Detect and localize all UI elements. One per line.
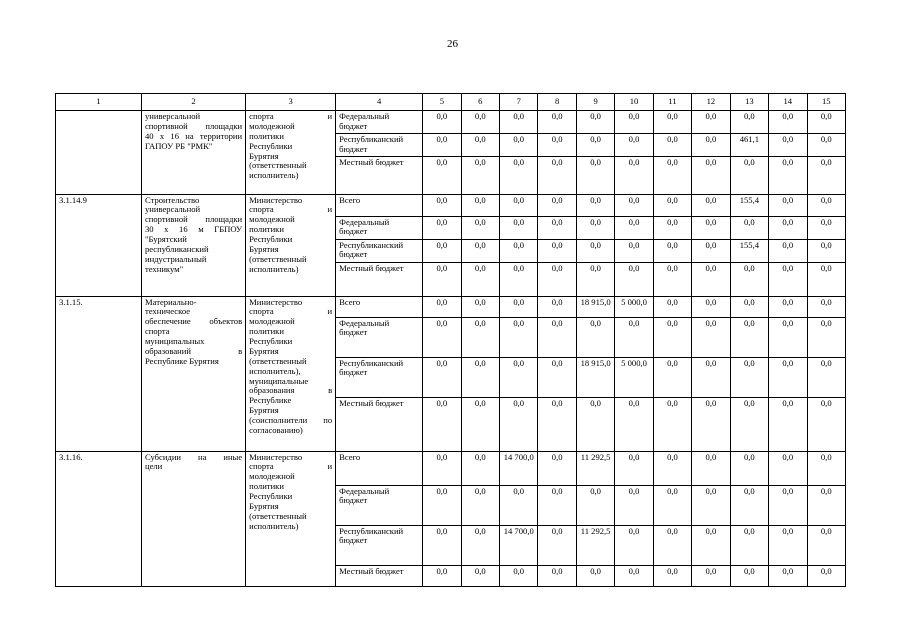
event-name-line: муниципальных — [144, 336, 205, 346]
amount-cell: 0,0 — [807, 111, 845, 134]
executor-line: исполнитель) — [249, 263, 299, 274]
table-row — [56, 296, 846, 317]
amount-cell: 0,0 — [692, 111, 730, 134]
amount-cell: 0,0 — [692, 262, 730, 296]
event-name-line: спортивной площадки — [144, 214, 243, 225]
amount-cell: 0,0 — [538, 194, 576, 216]
amount-cell: 11 292,5 — [576, 451, 614, 485]
amount-cell: 0,0 — [769, 216, 807, 239]
amount-cell: 0,0 — [769, 296, 807, 317]
executor-line: Бурятия — [249, 345, 279, 356]
amount-cell: 0,0 — [653, 525, 691, 565]
amount-cell: 0,0 — [423, 451, 461, 485]
amount-cell: 0,0 — [461, 451, 499, 485]
amount-cell: 0,0 — [538, 239, 576, 262]
event-name-line: 30 х 16 м ГБПОУ — [144, 224, 243, 235]
event-name-line: обеспечение объектов — [144, 316, 243, 327]
amount-cell: 0,0 — [576, 317, 614, 357]
event-code — [56, 111, 142, 195]
amount-cell: 0,0 — [653, 397, 691, 451]
amount-cell: 0,0 — [500, 317, 538, 357]
budget-table — [55, 93, 846, 587]
amount-cell: 0,0 — [730, 565, 768, 586]
amount-cell: 0,0 — [769, 397, 807, 451]
funding-source: Местный бюджет — [336, 262, 423, 296]
amount-cell: 0,0 — [615, 317, 653, 357]
amount-cell: 0,0 — [807, 296, 845, 317]
executor-line: (соисполнители по — [249, 415, 333, 425]
column-header: 15 — [807, 94, 845, 111]
amount-cell: 0,0 — [461, 397, 499, 451]
amount-cell: 0,0 — [615, 565, 653, 586]
amount-cell: 0,0 — [423, 485, 461, 525]
amount-cell: 0,0 — [423, 239, 461, 262]
amount-cell: 0,0 — [692, 397, 730, 451]
event-name — [141, 296, 245, 451]
amount-cell: 0,0 — [423, 156, 461, 194]
amount-cell: 0,0 — [730, 317, 768, 357]
amount-cell: 0,0 — [615, 239, 653, 262]
executor-line: исполнитель) — [249, 520, 299, 531]
amount-cell: 0,0 — [730, 525, 768, 565]
amount-cell: 0,0 — [576, 239, 614, 262]
amount-cell: 0,0 — [653, 357, 691, 397]
amount-cell: 0,0 — [423, 565, 461, 586]
amount-cell: 0,0 — [576, 194, 614, 216]
funding-source: Местный бюджет — [336, 156, 423, 194]
event-name-line: универсальной — [144, 111, 201, 121]
column-header: 2 — [141, 94, 245, 111]
amount-cell: 0,0 — [769, 156, 807, 194]
table-row — [56, 451, 846, 485]
amount-cell: 0,0 — [461, 485, 499, 525]
amount-cell: 0,0 — [538, 133, 576, 156]
executor — [246, 111, 336, 195]
amount-cell: 0,0 — [730, 357, 768, 397]
column-header: 1 — [56, 94, 142, 111]
executor-line: (ответственный — [249, 510, 307, 521]
amount-cell: 0,0 — [730, 451, 768, 485]
funding-source: Федеральный бюджет — [336, 111, 423, 134]
amount-cell: 5 000,0 — [615, 296, 653, 317]
executor-line: Республики — [249, 491, 293, 501]
amount-cell: 0,0 — [730, 485, 768, 525]
amount-cell: 0,0 — [423, 397, 461, 451]
amount-cell: 155,4 — [730, 239, 768, 262]
executor-line: политики — [249, 224, 284, 235]
amount-cell: 0,0 — [692, 133, 730, 156]
amount-cell: 0,0 — [769, 485, 807, 525]
event-name-line: Республике Бурятия — [144, 355, 219, 366]
executor-line: спорта и — [249, 306, 333, 317]
executor-line: Республики — [249, 234, 293, 244]
event-name — [141, 451, 245, 586]
amount-cell: 0,0 — [769, 565, 807, 586]
amount-cell: 0,0 — [423, 216, 461, 239]
amount-cell: 0,0 — [769, 317, 807, 357]
amount-cell: 0,0 — [692, 525, 730, 565]
amount-cell: 0,0 — [461, 239, 499, 262]
amount-cell: 0,0 — [615, 485, 653, 525]
amount-cell: 0,0 — [423, 111, 461, 134]
amount-cell: 0,0 — [576, 111, 614, 134]
amount-cell: 0,0 — [576, 485, 614, 525]
amount-cell: 0,0 — [807, 357, 845, 397]
executor-line: (ответственный — [249, 253, 307, 264]
amount-cell: 0,0 — [769, 194, 807, 216]
amount-cell: 0,0 — [538, 216, 576, 239]
amount-cell: 0,0 — [769, 133, 807, 156]
amount-cell: 0,0 — [576, 156, 614, 194]
amount-cell: 0,0 — [807, 133, 845, 156]
amount-cell: 0,0 — [576, 565, 614, 586]
amount-cell: 0,0 — [730, 111, 768, 134]
column-header: 10 — [615, 94, 653, 111]
executor-line: Бурятия — [249, 500, 279, 511]
amount-cell: 0,0 — [423, 357, 461, 397]
amount-cell: 18 915,0 — [576, 296, 614, 317]
amount-cell: 0,0 — [615, 262, 653, 296]
event-name — [141, 194, 245, 296]
amount-cell: 0,0 — [769, 262, 807, 296]
event-name-line: образований в — [144, 345, 243, 356]
amount-cell: 0,0 — [692, 451, 730, 485]
executor-line: спорта и — [249, 111, 333, 121]
executor-line: Бурятия — [249, 243, 279, 254]
amount-cell: 0,0 — [538, 262, 576, 296]
amount-cell: 0,0 — [730, 216, 768, 239]
executor-line: молодежной — [249, 214, 295, 225]
funding-source: Федеральный бюджет — [336, 485, 423, 525]
event-name-line: цели — [144, 461, 163, 472]
funding-source: Республиканский бюджет — [336, 133, 423, 156]
amount-cell: 0,0 — [461, 194, 499, 216]
header-row — [56, 94, 846, 111]
amount-cell: 0,0 — [576, 133, 614, 156]
event-name-line: спорта — [144, 326, 170, 337]
amount-cell: 0,0 — [807, 156, 845, 194]
executor-line: Республики — [249, 336, 293, 346]
amount-cell: 0,0 — [538, 357, 576, 397]
amount-cell: 0,0 — [769, 239, 807, 262]
column-header: 14 — [769, 94, 807, 111]
amount-cell: 0,0 — [769, 525, 807, 565]
amount-cell: 11 292,5 — [576, 525, 614, 565]
amount-cell: 0,0 — [807, 485, 845, 525]
executor-line: спорта и — [249, 204, 333, 215]
amount-cell: 0,0 — [692, 239, 730, 262]
amount-cell: 0,0 — [538, 296, 576, 317]
executor-line: исполнитель), — [249, 365, 301, 376]
event-name-line: республиканский — [144, 243, 209, 254]
event-name-line: Строительство — [144, 194, 200, 205]
amount-cell: 0,0 — [615, 397, 653, 451]
event-name-line: "Бурятский — [144, 234, 187, 244]
column-header: 6 — [461, 94, 499, 111]
amount-cell: 0,0 — [769, 111, 807, 134]
amount-cell: 0,0 — [576, 262, 614, 296]
amount-cell: 0,0 — [807, 194, 845, 216]
amount-cell: 0,0 — [576, 216, 614, 239]
amount-cell: 0,0 — [538, 111, 576, 134]
amount-cell: 0,0 — [807, 239, 845, 262]
funding-source: Республиканский бюджет — [336, 239, 423, 262]
amount-cell: 18 915,0 — [576, 357, 614, 397]
executor-line: Республике — [249, 395, 292, 406]
table-row — [56, 111, 846, 134]
event-name-line: ГАПОУ РБ "РМК" — [144, 140, 213, 151]
amount-cell: 0,0 — [461, 296, 499, 317]
amount-cell: 0,0 — [807, 565, 845, 586]
executor-line: (ответственный — [249, 355, 307, 366]
amount-cell: 0,0 — [653, 451, 691, 485]
amount-cell: 0,0 — [692, 216, 730, 239]
amount-cell: 0,0 — [538, 397, 576, 451]
amount-cell: 0,0 — [538, 485, 576, 525]
amount-cell: 0,0 — [730, 296, 768, 317]
amount-cell: 0,0 — [500, 239, 538, 262]
amount-cell: 0,0 — [461, 565, 499, 586]
executor-line: политики — [249, 481, 284, 492]
column-header: 4 — [336, 94, 423, 111]
funding-source: Федеральный бюджет — [336, 216, 423, 239]
amount-cell: 0,0 — [500, 485, 538, 525]
amount-cell: 0,0 — [615, 111, 653, 134]
executor — [246, 451, 336, 586]
amount-cell: 0,0 — [423, 296, 461, 317]
amount-cell: 5 000,0 — [615, 357, 653, 397]
executor-line: образования в — [249, 385, 333, 396]
page-number: 26 — [447, 38, 458, 50]
amount-cell: 0,0 — [538, 525, 576, 565]
amount-cell: 0,0 — [807, 317, 845, 357]
amount-cell: 0,0 — [807, 262, 845, 296]
amount-cell: 0,0 — [615, 216, 653, 239]
funding-source: Республиканский бюджет — [336, 525, 423, 565]
column-header: 3 — [246, 94, 336, 111]
amount-cell: 0,0 — [538, 451, 576, 485]
amount-cell: 0,0 — [423, 262, 461, 296]
column-header: 5 — [423, 94, 461, 111]
event-name-line: спортивной площадки — [144, 120, 243, 131]
amount-cell: 0,0 — [692, 317, 730, 357]
executor-line: молодежной — [249, 471, 295, 482]
executor-line: муниципальные — [249, 375, 309, 386]
amount-cell: 0,0 — [653, 565, 691, 586]
amount-cell: 0,0 — [692, 565, 730, 586]
amount-cell: 0,0 — [423, 317, 461, 357]
amount-cell: 0,0 — [500, 133, 538, 156]
amount-cell: 0,0 — [500, 194, 538, 216]
column-header: 11 — [653, 94, 691, 111]
amount-cell: 0,0 — [653, 296, 691, 317]
amount-cell: 0,0 — [461, 262, 499, 296]
amount-cell: 0,0 — [730, 397, 768, 451]
amount-cell: 0,0 — [807, 525, 845, 565]
executor-line: Министерство — [249, 451, 303, 462]
executor-line: согласованию) — [249, 424, 303, 435]
event-name-line: 40 х 16 на территории — [144, 130, 243, 141]
amount-cell: 0,0 — [692, 156, 730, 194]
executor-line: политики — [249, 130, 284, 141]
event-name-line: универсальной — [144, 204, 201, 215]
amount-cell: 0,0 — [653, 262, 691, 296]
executor-line: молодежной — [249, 120, 295, 131]
funding-source: Всего — [336, 296, 423, 317]
amount-cell: 0,0 — [653, 194, 691, 216]
executor-line: Бурятия — [249, 150, 279, 161]
amount-cell: 0,0 — [576, 397, 614, 451]
amount-cell: 0,0 — [461, 156, 499, 194]
table-row — [56, 194, 846, 216]
amount-cell: 0,0 — [500, 357, 538, 397]
amount-cell: 0,0 — [423, 133, 461, 156]
amount-cell: 0,0 — [692, 194, 730, 216]
column-header: 7 — [500, 94, 538, 111]
amount-cell: 155,4 — [730, 194, 768, 216]
amount-cell: 0,0 — [807, 451, 845, 485]
executor — [246, 296, 336, 451]
amount-cell: 0,0 — [615, 451, 653, 485]
executor-line: молодежной — [249, 316, 295, 327]
event-name-line: индустриальный — [144, 253, 207, 264]
executor-line: спорта и — [249, 461, 333, 472]
amount-cell: 0,0 — [653, 239, 691, 262]
amount-cell: 0,0 — [461, 133, 499, 156]
event-name-line: Субсидии на иные — [144, 451, 243, 462]
amount-cell: 0,0 — [615, 525, 653, 565]
amount-cell: 0,0 — [769, 451, 807, 485]
amount-cell: 461,1 — [730, 133, 768, 156]
amount-cell: 0,0 — [423, 525, 461, 565]
executor-line: (ответственный — [249, 160, 307, 171]
funding-source: Федеральный бюджет — [336, 317, 423, 357]
funding-source: Местный бюджет — [336, 565, 423, 586]
amount-cell: 0,0 — [461, 317, 499, 357]
amount-cell: 0,0 — [653, 156, 691, 194]
event-name — [141, 111, 245, 195]
executor-line: Республики — [249, 140, 293, 151]
amount-cell: 0,0 — [769, 357, 807, 397]
funding-source: Республиканский бюджет — [336, 357, 423, 397]
amount-cell: 0,0 — [730, 262, 768, 296]
amount-cell: 0,0 — [615, 156, 653, 194]
column-header: 9 — [576, 94, 614, 111]
event-name-line: Материально- — [144, 296, 197, 307]
amount-cell: 0,0 — [500, 111, 538, 134]
amount-cell: 0,0 — [461, 525, 499, 565]
executor-line: Бурятия — [249, 405, 279, 416]
amount-cell: 0,0 — [615, 133, 653, 156]
executor-line: Министерство — [249, 194, 303, 205]
amount-cell: 0,0 — [500, 156, 538, 194]
amount-cell: 0,0 — [461, 216, 499, 239]
executor-line: исполнитель) — [249, 170, 299, 181]
amount-cell: 0,0 — [500, 565, 538, 586]
amount-cell: 0,0 — [615, 194, 653, 216]
amount-cell: 0,0 — [692, 357, 730, 397]
amount-cell: 0,0 — [538, 317, 576, 357]
event-name-line: техникум" — [144, 263, 184, 274]
executor — [246, 194, 336, 296]
amount-cell: 0,0 — [500, 262, 538, 296]
amount-cell: 14 700,0 — [500, 451, 538, 485]
column-header: 12 — [692, 94, 730, 111]
amount-cell: 0,0 — [692, 485, 730, 525]
amount-cell: 0,0 — [653, 216, 691, 239]
amount-cell: 0,0 — [538, 156, 576, 194]
event-code: 3.1.16. — [56, 451, 142, 586]
amount-cell: 0,0 — [807, 216, 845, 239]
amount-cell: 0,0 — [500, 296, 538, 317]
amount-cell: 0,0 — [692, 296, 730, 317]
funding-source: Местный бюджет — [336, 397, 423, 451]
amount-cell: 0,0 — [653, 133, 691, 156]
funding-source: Всего — [336, 451, 423, 485]
amount-cell: 0,0 — [730, 156, 768, 194]
amount-cell: 0,0 — [461, 111, 499, 134]
amount-cell: 0,0 — [653, 111, 691, 134]
executor-line: Министерство — [249, 296, 303, 307]
amount-cell: 0,0 — [500, 216, 538, 239]
executor-line: политики — [249, 326, 284, 337]
column-header: 8 — [538, 94, 576, 111]
funding-source: Всего — [336, 194, 423, 216]
column-header: 13 — [730, 94, 768, 111]
event-code: 3.1.14.9 — [56, 194, 142, 296]
amount-cell: 0,0 — [653, 485, 691, 525]
amount-cell: 0,0 — [461, 357, 499, 397]
amount-cell: 0,0 — [500, 397, 538, 451]
event-code: 3.1.15. — [56, 296, 142, 451]
amount-cell: 14 700,0 — [500, 525, 538, 565]
amount-cell: 0,0 — [807, 397, 845, 451]
event-name-line: техническое — [144, 306, 191, 317]
amount-cell: 0,0 — [538, 565, 576, 586]
amount-cell: 0,0 — [653, 317, 691, 357]
amount-cell: 0,0 — [423, 194, 461, 216]
